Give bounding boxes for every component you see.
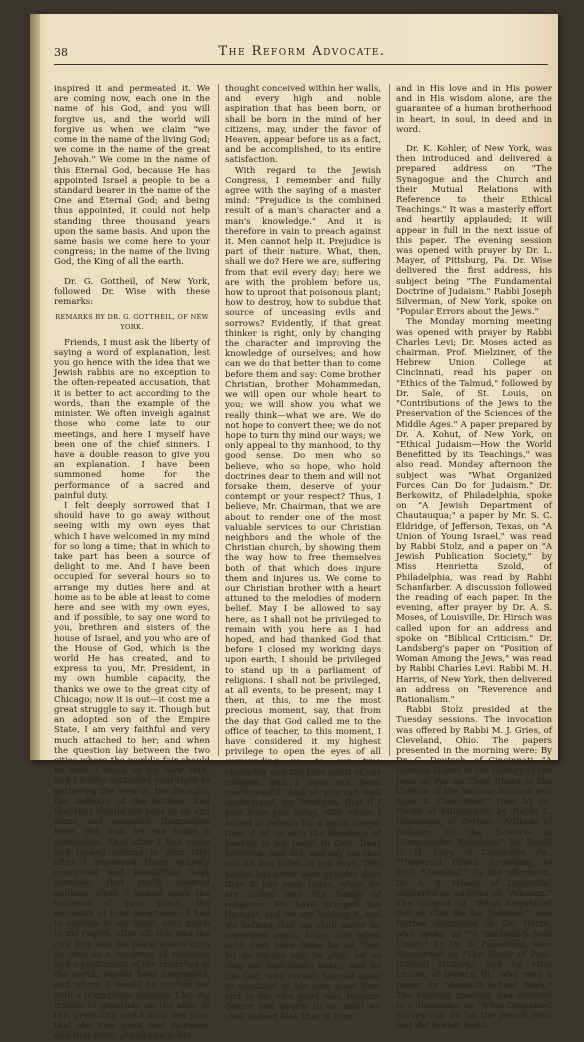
text-column-3 xyxy=(396,84,552,1032)
paragraph: inspired it and permeated it. We are coming now, each one in the name of his God, and you will forgive us, and the world will forgive us when we claim "we come in the name of the living God; we come in the name of the great Jehovah." We come in the name of this Eternal God, because He has appointed Israel a people to be a standard bearer in the name of the One and Eternal God; and being thus appointed, it could not help standing three thousand years upon the same basis. And upon the same basis we come here to your congress; in the name of the living God, the King of all the earth. xyxy=(54,84,210,268)
column-divider xyxy=(218,84,219,756)
paragraph: I felt deeply sorrowed that I should have to go away without seeing with my own eyes that which I have welcomed in my mind for so long a time; that in which to take part has been a source of delight to me. And I have been occupied for several hours so to arrange my duties here and at home as to be able at least to come here and see with my own eyes, and if possible, to say one word to you, brethren and sisters of the house of Israel, and you who are of the House of God, which is the world He has created, and to express to you, Mr. President, in my own humble capacity, the thanks we owe to the great city of Chicago; now it is out—it cost me a great struggle to say it. Though but an adopted son of the Empire State, I am very faithful and very much attached to her; and when the question lay between the two cities where the world's fair should be held, I stood up for New York, and I boldly contested your right to gathering the wealth, the thought, the industry of the nations, and that they should not pass us by and come and establish themselves here. But now, let me make a confession: That after I had come and looked around in your city; after I traversed those grandly conceived and beautifully kept avenues, that really seemed endless; when I looked upon the vastness of your plans, the elevation of your structures—I had to confess in my heart, very much to my regret, after all, this was the city, this was the place where such an idea as a congress of religions and a parliament of the churches of the earth, should have originated, and where it would be carried out with a triumphant success. I lay my tribute of gratitude on the altar of this great city, and I trust and pray that she may grow and increase, and that every grand and noble xyxy=(54,500,210,1042)
paragraph: Dr. K. Kohler, of New York, was then introduced and delivered a prepared address on "The Synagogue and the Church and their Mutual Relations with Reference to their Ethical Teachings." It was a masterly effort and heartily applauded; it will appear in full in the next issue of this paper. The evening session was opened with prayer by Dr. L. Mayer, of Pittsburg, Pa. Dr. Wise delivered the first address, his subject being "The Fundamental Doctrine of Judaism." Rabbi Joseph Silverman, of New York, spoke on "Popular Errors about the Jews." xyxy=(396,144,552,318)
journal-title: The Reform Advocate. xyxy=(218,44,386,59)
paragraph: Rabbi Stolz presided at the Tuesday sessions. The invocation was offered by Rabbi M. J. Gries, of Cleveland, Ohio. The papers presented in the morning were: By Dr. G. Deutsch, of Cincinnati, "A Concise Digest of the History of the Jews as Far as Their Share in the Culture of the Various Nations and Ages is Concerned," read by Dr. Hecht of Milwaukee; by Rabbi L. Grossman, of Detroit, "Attitude of Judaism to the Science of Comparative Religions;" by Rabbi C. H. Levy, of Lancaster, Pa., "Universal Ethics According to Prof. Steinthal." In the afternoon, Dr. A. S. Moses, of Louisville, delivered an address on "Atheism." The subject of "What Organized Forces Can Do for Judaism," was further discussed by Dr. Hecht, who spoke on "A Sabbath-School Union;" by Dr. B. Felsenthal, who discoursed on "The Study of Post-Biblical History," and by Miss Leszer, of Quincy, Ill., who read a paper on "Sabbath-School Work." The evening meeting was devoted to a discussion on "What Organized Forces can do for the Jewish Poor and the Jewish Immi- xyxy=(396,705,552,1032)
paragraph: Friends, I must ask the liberty of saying a word of explanation, lest you go hence with the idea that we Jewish rabbis are no exception to the often-repeated accusation, that it is better to act according to the words, than the example of the minister. We often inveigh against those who come late to our meetings, and here I myself have been one of the chief sinners. I have a double reason to give you an explanation. I have been summoned home for the performance of a sacred and painful duty. xyxy=(54,337,210,501)
column-divider xyxy=(389,84,390,756)
paragraph: Dr. G. Gottheil, of New York, followed Dr. Wise with these remarks: xyxy=(54,276,210,308)
paragraph: The Monday morning meeting was opened with prayer by Rabbi Charles Levi; Dr. Moses acted as chairman. Prof. Mielziner, of the Hebrew Union College at Cincinnati, read his paper on "Ethics of the Talmud," followed by Dr. Sale, of St. Louis, on "Contributions of the Jews to the Preservation of the Sciences of the Middle Ages." A paper prepared by Dr. A. Kohut, of New York, on "Ethical Judaism—How the World Benefitted by its Teachings," was also read. Monday afternoon the subject was "What Organized Forces Can Do for Judaism." Dr. Berkowitz, of Philadelphia, spoke on "A Jewish Department of Chautauqua;" a paper by Mr. S. C. Eldridge, of Jefferson, Texas, on "A Union of Young Israel," was read by Rabbi Stolz, and a paper on "A Jewish Publication Society," by Miss Henrietta Szold, of Philadelphia, was read by Rabbi Schanfarber. A discussion followed the reading of each paper. In the evening, after prayer by Dr. A. S. Moses, of Louisville, Dr. Hirsch was called upon for an address and spoke on "Biblical Criticism." Dr. Landsberg's paper on "Position of Woman Among the Jews," was read by Rabbi Charles Levi. Rabbi M. H. Harris, of New York, then delivered an address on "Reverence and Rationalism." xyxy=(396,317,552,705)
document-page xyxy=(30,14,558,1042)
text-column-2 xyxy=(225,84,381,1023)
page-header xyxy=(54,44,550,62)
paragraph: With regard to the Jewish Congress, I remember and fully agree with the saying of a master mind: "Prejudice is the combined result of a man's character and a man's knowledge." And it is therefore in vain to preach against it. Men cannot help it. Prejudice is part of their nature. What, then, shall we do? Here we are, suffering from that evil every day; here we are with the problem before us, how to uproot that poisonous plant; how to destroy, how to subdue that source of unceasing evils and sorrows? Evidently, if that great thinker is right, only by changing the character and improving the knowledge of ourselves; and how can we do that better than to come before them and say: Come brother Christian, brother Mohammedan, we will open our whole heart to you; we will show you what we really think—what we are. We do not hope to convert thee; we do not hope to turn thy mind our ways; we only appeal to thy manhood, to thy good sense. Do men who so believe, who so hope, who hold doctrines dear to them and will not forsake them, deserve of your contempt or your respect? Thus, I believe, Mr. Chairman, that we are about to render one of the most valuable services to our Christian neighbors and the whole of the Christian church, by showing them the way how to free themselves both of that which does injure them and injures us. We come to our Christian brother with a heart attuned to the melodies of modern belief. May I be allowed to say here, as I shall not be privileged to remain with you here as I had hoped, and had thanked God that before I closed my working days upon earth, I should be privileged to stand up in a parliament of religions. I shall not be privileged, at all events, to be present; may I then, at this, to me the most precious moment, say, that from the day that God called me to the office of teacher, to this moment, I have considered it my highest privilege to open the eyes of all surrounding us, to our true character and the true spirit of our religion, and I have not been unsuccessful. And so you can well understand, my brethren, that if I part from you today, with whom I hoped to remain for a much longer time, I do so with the blessings of heaven in my heart to God. Dear brethren, fear not, and say not that our lot has fallen in evil days. This nation has never seen grander days than it has seen today, when we are called into the family of religions. We have grasped the thought, and we are holding it, and we believe that we shall never be separated again. I say, that when such days have come for us, then let us rejoice and be glad; let us sing our hallelujahs today; and let the God, who reveals himself anew to mankind in his own good time and in his own good way, become dearer and dearer to us, until we shall indeed feel, that in Him xyxy=(225,165,381,1023)
paragraph: and in His love and in His power and in His wisdom alone, are the guarantee of a human brotherhood in heart, in soul, in deed and in word. xyxy=(396,84,552,135)
page-number: 38 xyxy=(54,46,68,59)
section-subheading: REMARKS BY DR. G. GOTTHEIL, OF NEW YORK. xyxy=(55,313,209,332)
header-rule xyxy=(54,64,548,65)
paragraph: thought conceived within her walls, and every high and noble aspiration that has been born, or shall be born in the mind of her citizens, may, under the favor of Heaven, appear before us as a fact, and be accomplished, to its entire satisfaction. xyxy=(225,84,381,166)
text-column-1 xyxy=(54,84,210,1042)
binding-edge xyxy=(30,14,40,760)
